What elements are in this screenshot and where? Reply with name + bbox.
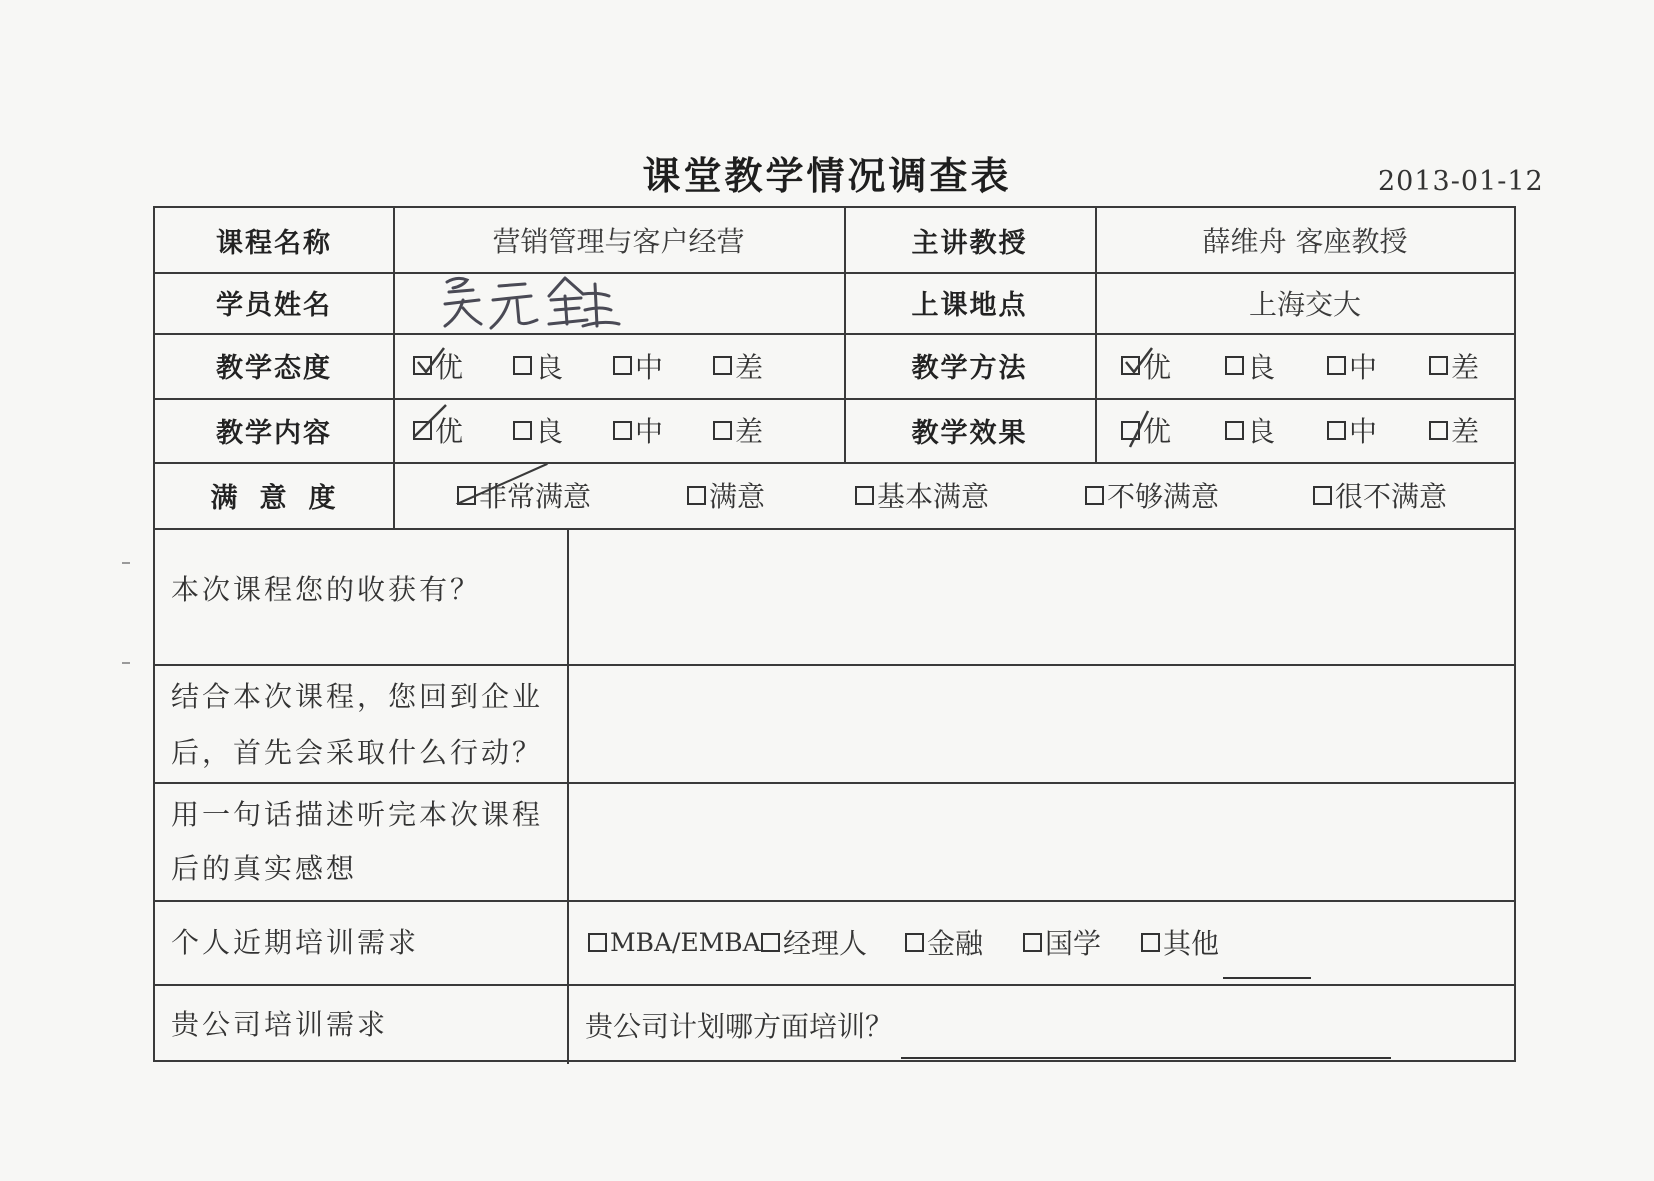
margin-mark [122, 562, 130, 564]
form-title: 课堂教学情况调查表 [642, 154, 1012, 198]
training-option-mba[interactable]: MBA/EMBA [588, 900, 761, 984]
lecturer-label: 主讲教授 [911, 227, 1028, 259]
satisfaction-option-very-satisfied[interactable]: 非常满意 [457, 462, 591, 528]
course-name-label: 课程名称 [216, 227, 332, 259]
gains-question: 本次课程您的收获有？ [171, 573, 482, 606]
training-option-sinology[interactable]: 国学 [1023, 900, 1101, 984]
action-question-line1: 结合本次课程，您回到企业 [171, 680, 544, 713]
checkbox-icon[interactable] [713, 356, 732, 375]
checkbox-checked-icon[interactable] [457, 486, 476, 505]
checkbox-icon[interactable] [761, 933, 780, 952]
method-option-poor[interactable]: 差 [1429, 333, 1479, 398]
effect-option-medium[interactable]: 中 [1327, 398, 1377, 462]
content-option-good[interactable]: 良 [513, 398, 563, 462]
content-option-poor[interactable]: 差 [713, 398, 763, 462]
checkbox-icon[interactable] [1141, 933, 1160, 952]
checkbox-icon[interactable] [613, 421, 632, 440]
feeling-answer-field[interactable] [569, 784, 1513, 900]
attitude-option-good[interactable]: 良 [513, 333, 563, 398]
company-training-label: 贵公司培训需求 [171, 1008, 389, 1041]
satisfaction-option-very-unsatisfied[interactable]: 很不满意 [1313, 462, 1447, 528]
checkbox-icon[interactable] [713, 421, 732, 440]
location-value[interactable]: 上海交大 [1248, 287, 1361, 321]
checkbox-icon[interactable] [513, 356, 532, 375]
effect-option-poor[interactable]: 差 [1429, 398, 1479, 462]
personal-training-label: 个人近期培训需求 [171, 926, 420, 959]
effect-option-excellent[interactable]: 优 [1121, 398, 1171, 462]
student-name-signature[interactable] [433, 270, 633, 334]
satisfaction-option-not-satisfied[interactable]: 不够满意 [1085, 462, 1219, 528]
satisfaction-label: 满意度 [210, 482, 358, 514]
checkbox-icon[interactable] [855, 486, 874, 505]
checkbox-icon[interactable] [687, 486, 706, 505]
checkbox-icon[interactable] [1429, 421, 1448, 440]
attitude-option-medium[interactable]: 中 [613, 333, 663, 398]
teaching-method-label: 教学方法 [911, 353, 1028, 384]
checkbox-icon[interactable] [1023, 933, 1042, 952]
feeling-question-line1: 用一句话描述听完本次课程 [171, 798, 544, 831]
lecturer-value[interactable]: 薛维舟 客座教授 [1202, 225, 1408, 258]
handwritten-signature-icon [433, 270, 633, 334]
other-fill-line[interactable] [1223, 977, 1311, 979]
checkbox-checked-icon[interactable] [413, 356, 432, 375]
survey-form [153, 206, 1516, 1062]
checkbox-checked-icon[interactable] [1121, 421, 1140, 440]
feeling-question-line2: 后的真实感想 [171, 852, 358, 885]
gains-answer-field[interactable] [569, 530, 1513, 664]
checkbox-icon[interactable] [1085, 486, 1104, 505]
satisfaction-option-satisfied[interactable]: 满意 [687, 462, 765, 528]
checkbox-icon[interactable] [1327, 421, 1346, 440]
satisfaction-option-basically-satisfied[interactable]: 基本满意 [855, 462, 989, 528]
checkbox-icon[interactable] [588, 933, 607, 952]
checkbox-icon[interactable] [1313, 486, 1332, 505]
checkbox-icon[interactable] [1429, 356, 1448, 375]
content-option-excellent[interactable]: 优 [413, 398, 463, 462]
attitude-option-excellent[interactable]: 优 [413, 333, 463, 398]
checkbox-icon[interactable] [613, 356, 632, 375]
checkbox-checked-icon[interactable] [1121, 356, 1140, 375]
checkbox-icon[interactable] [905, 933, 924, 952]
teaching-attitude-label: 教学态度 [216, 353, 332, 384]
teaching-effect-label: 教学效果 [911, 417, 1028, 449]
method-option-excellent[interactable]: 优 [1121, 333, 1171, 398]
course-name-value[interactable]: 营销管理与客户经营 [492, 225, 745, 258]
teaching-content-label: 教学内容 [216, 417, 332, 449]
training-option-other[interactable]: 其他 [1141, 900, 1311, 984]
margin-mark [122, 662, 130, 664]
company-training-fill-line[interactable] [901, 1057, 1391, 1059]
action-question-line2: 后，首先会采取什么行动？ [171, 736, 544, 769]
checkbox-icon[interactable] [1327, 356, 1346, 375]
student-name-label: 学员姓名 [216, 290, 332, 321]
training-option-finance[interactable]: 金融 [905, 900, 983, 984]
checkbox-icon[interactable] [1225, 421, 1244, 440]
method-option-medium[interactable]: 中 [1327, 333, 1377, 398]
company-training-prompt: 贵公司计划哪方面培训？ [585, 1010, 894, 1043]
action-answer-field[interactable] [569, 666, 1513, 782]
form-date: 2013-01-12 [1378, 166, 1544, 197]
checkbox-checked-icon[interactable] [413, 421, 432, 440]
training-option-manager[interactable]: 经理人 [761, 900, 867, 984]
checkbox-icon[interactable] [1225, 356, 1244, 375]
content-option-medium[interactable]: 中 [613, 398, 663, 462]
location-label: 上课地点 [911, 290, 1028, 321]
checkbox-icon[interactable] [513, 421, 532, 440]
method-option-good[interactable]: 良 [1225, 333, 1275, 398]
company-training-prompt-row [585, 986, 1391, 1064]
attitude-option-poor[interactable]: 差 [713, 333, 763, 398]
effect-option-good[interactable]: 良 [1225, 398, 1275, 462]
